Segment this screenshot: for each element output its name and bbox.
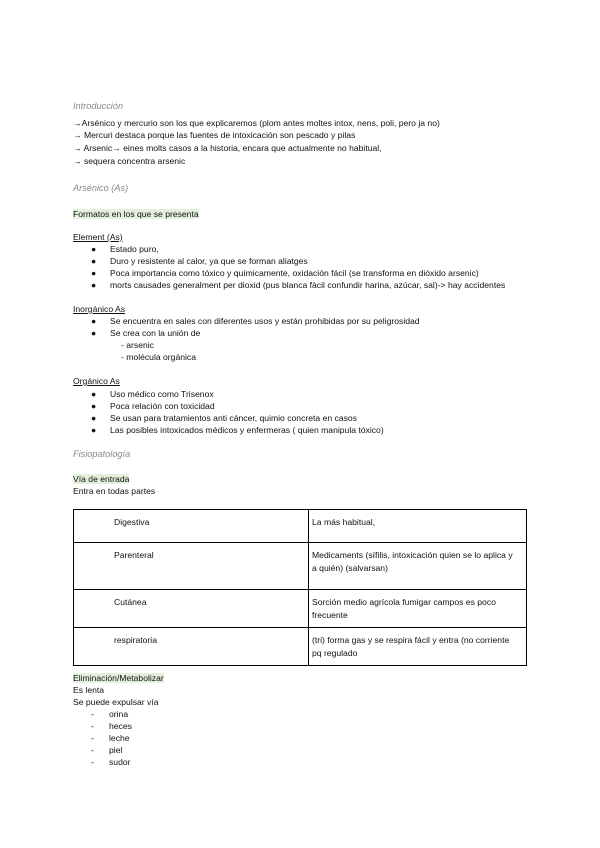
bullet-icon: ● (91, 328, 97, 338)
dash-icon: - (91, 733, 94, 743)
table-row (74, 510, 527, 543)
bullet-icon: ● (91, 316, 97, 326)
eliminacion-line: Se puede expulsar vía (73, 697, 159, 707)
dash-icon: - (91, 745, 94, 755)
sub-list-item: - arsenic (121, 340, 154, 350)
list-item: orina (109, 709, 129, 719)
route-cell: Parenteral (74, 543, 309, 590)
desc-cell: Medicaments (sífilis, intoxicación quien se lo aplica y a quién) (salvarsan) (309, 543, 527, 590)
table-row (74, 543, 527, 590)
formatos-heading: Formatos en los que se presenta (73, 209, 199, 219)
sub-list-item: - molécula orgánica (121, 352, 196, 362)
inorganico-heading: Inorgánico As (73, 304, 126, 314)
dash-icon: - (91, 757, 94, 767)
arsenico-heading: Arsénico (As) (73, 183, 129, 193)
intro-line: →Arsénico y mercurio son los que explicaremos (plom antes moltes intox, nens, poli, pero ja no) (73, 118, 440, 128)
bullet-icon: ● (91, 413, 97, 423)
dash-icon: - (91, 709, 94, 719)
bullet-icon: ● (91, 268, 97, 278)
fisiopatologia-heading: Fisiopatología (73, 449, 131, 459)
route-cell: respiratoria (74, 628, 309, 666)
list-item: Se encuentra en sales con diferentes usos y están prohibidas por su peligrosidad (110, 316, 420, 326)
via-heading: Vía de entrada (73, 474, 130, 484)
list-item: Poca relación con toxicidad (110, 401, 215, 411)
desc-cell: La más habitual, (309, 510, 527, 543)
eliminacion-line: Es lenta (73, 685, 105, 695)
table-row (74, 590, 527, 628)
bullet-icon: ● (91, 244, 97, 254)
bullet-icon: ● (91, 280, 97, 290)
intro-line: → Mercuri destaca porque las fuentes de intoxicación son pescado y pilas (73, 130, 356, 140)
element-heading: Element (As) (73, 232, 123, 242)
list-item: heces (109, 721, 132, 731)
list-item: morts causades generalment per dioxid (pus blanca fàcil confundir harina, azúcar, sal)-> hay accidentes (110, 280, 506, 290)
list-item: Se usan para tratamientos anti cáncer, quimio concreta en casos (110, 413, 357, 423)
route-cell: Digestiva (74, 510, 309, 543)
list-item: leche (109, 733, 130, 743)
list-item: Duro y resistente al calor, ya que se forman aliatges (110, 256, 308, 266)
bullet-icon: ● (91, 401, 97, 411)
desc-cell: Sorción medio agrícola fumigar campos es poco frecuente (309, 590, 527, 628)
intro-line: → Arsenic→ eines molts casos a la historia, encara que actualmente no habitual, (73, 143, 382, 153)
list-item: Poca importancia como tóxico y químicamente, oxidación fácil (se transforma en dióxido arsenic) (110, 268, 479, 278)
bullet-icon: ● (91, 425, 97, 435)
bullet-icon: ● (91, 256, 97, 266)
entry-routes-table (73, 509, 527, 666)
list-item: Uso médico como Trisenox (110, 389, 214, 399)
via-subtitle: Entra en todas partes (73, 486, 156, 496)
list-item: Las posibles intoxicados médicos y enfermeras ( quien manipula tóxico) (110, 425, 384, 435)
intro-line: → sequera concentra arsenic (73, 156, 186, 166)
dash-icon: - (91, 721, 94, 731)
list-item: Estado puro, (110, 244, 159, 254)
list-item: piel (109, 745, 123, 755)
route-cell: Cutánea (74, 590, 309, 628)
eliminacion-heading: Eliminación/Metabolizar (73, 673, 164, 683)
desc-cell: (tri) forma gas y se respira fácil y entra (no corriente pq regulado (309, 628, 527, 666)
intro-heading: Introducción (73, 101, 124, 111)
organico-heading: Orgánico As (73, 376, 120, 386)
list-item: Se crea con la unión de (110, 328, 201, 338)
list-item: sudor (109, 757, 131, 767)
bullet-icon: ● (91, 389, 97, 399)
table-row (74, 628, 527, 666)
